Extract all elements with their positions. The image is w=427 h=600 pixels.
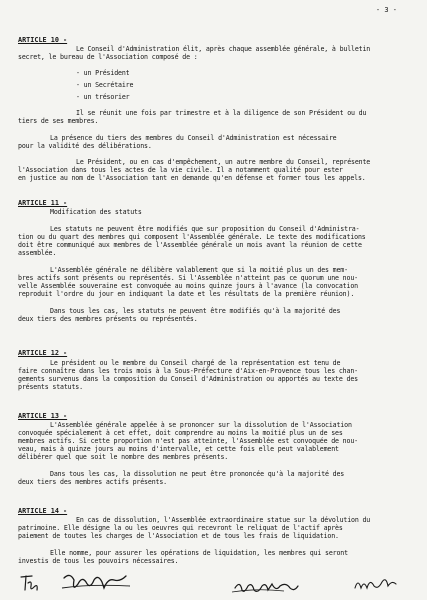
signature-2 xyxy=(60,570,132,600)
article-11-line: doit être communiqué aux membres de l'Assemblée générale un mois avant la réunion de cette xyxy=(18,241,362,249)
article-13-heading: ARTICLE 13 - xyxy=(18,412,68,420)
article-12-line: présents statuts. xyxy=(18,383,83,391)
article-10-line: tiers de ses membres. xyxy=(18,117,99,125)
article-10-line: - un Secrétaire xyxy=(76,81,134,89)
article-10-line: en justice au nom de l'Association tant en demande qu'en défense et former tous les appels. xyxy=(18,174,366,182)
article-14-line: investis de tous les pouvoirs nécessaires. xyxy=(18,557,179,565)
article-12-line: faire connaître dans les trois mois à la Sous-Préfecture d'Aix-en-Provence tous les chan- xyxy=(18,367,358,375)
article-11-line: reproduit l'ordre du jour en indiquant la date et les résultats de la première réunion). xyxy=(18,290,355,298)
article-11-line: bres actifs sont présents ou représentés. Si l'Assemblée n'atteint pas ce quorum une nou- xyxy=(18,274,358,282)
article-12-line: gements survenus dans la composition du Conseil d'Administration ou apportés au texte des xyxy=(18,375,358,383)
signature-3 xyxy=(232,578,302,600)
article-14-line: Elle nomme, pour assurer les opérations de liquidation, les membres qui seront xyxy=(50,549,348,557)
article-14-line: En cas de dissolution, l'Assemblée extraordinaire statue sur la dévolution du xyxy=(76,516,371,524)
article-11-heading: ARTICLE 11 - xyxy=(18,199,68,207)
article-13-line: deux tiers des membres actifs présents. xyxy=(18,478,167,486)
page-number: - 3 - xyxy=(375,6,397,14)
article-13-line: veau, mais à quinze jours au moins d'intervalle, et cette fois elle peut valablement xyxy=(18,445,339,453)
article-13-line: Dans tous les cas, la dissolution ne peut être prononcée qu'à la majorité des xyxy=(50,470,345,478)
article-11-line: Les statuts ne peuvent être modifiés que sur proposition du Conseil d'Administra- xyxy=(50,225,360,233)
article-11-subtitle: Modification des statuts xyxy=(50,208,142,216)
article-10-line: secret, le bureau de l'Association composé de : xyxy=(18,53,198,61)
article-10-line: - un Président xyxy=(76,69,130,77)
article-10-line: Il se réunit une fois par trimestre et à la diligence de son Président ou du xyxy=(76,109,367,117)
article-12-heading: ARTICLE 12 - xyxy=(18,349,68,357)
article-13-line: membres actifs. Si cette proportion n'est pas atteinte, l'Assemblée est convoquée de nou- xyxy=(18,437,358,445)
article-12-line: Le président ou le membre du Conseil chargé de la représentation est tenu de xyxy=(50,359,341,367)
signature-4 xyxy=(352,574,398,598)
article-10-line: - un trésorier xyxy=(76,93,130,101)
article-11-line: deux tiers des membres présents ou représentés. xyxy=(18,315,198,323)
article-14-heading: ARTICLE 14 - xyxy=(18,507,68,515)
article-10-line: Le Président, ou en cas d'empêchement, un autre membre du Conseil, représente xyxy=(76,158,371,166)
article-11-line: L'Assemblée générale ne délibère valablement que si la moitié plus un des mem- xyxy=(50,266,348,274)
article-11-line: assemblée. xyxy=(18,249,57,257)
article-13-line: L'Assemblée générale appelée à se prononcer sur la dissolution de l'Association xyxy=(50,421,352,429)
article-11-line: Dans tous les cas, les statuts ne peuvent être modifiés qu'à la majorité des xyxy=(50,307,341,315)
article-10-line: pour la validité des délibérations. xyxy=(18,142,152,150)
article-13-line: convoquée spécialement à cet effet, doit comprendre au moins la moitié plus un de ses xyxy=(18,429,343,437)
article-10-line: Le Conseil d'Administration élit, après chaque assemblée générale, à bulletin xyxy=(76,45,371,53)
article-11-line: tion ou du quart des membres qui composent l'Assemblée générale. Le texte des modifications xyxy=(18,233,366,241)
article-10-line: La présence du tiers des membres du Conseil d'Administration est nécessaire xyxy=(50,134,337,142)
article-14-line: paiement de toutes les charges de l'Association et de tous les frais de liquidation. xyxy=(18,532,339,540)
article-14-line: patrimoine. Elle désigne la ou les oeuvres qui recevront le reliquat de l'actif après xyxy=(18,524,343,532)
signature-1 xyxy=(18,572,42,598)
article-13-line: délibérer quel que soit le nombre des membres présents. xyxy=(18,453,229,461)
article-11-line: velle Assemblée souveraine est convoquée au moins quinze jours à l'avance (la convocation xyxy=(18,282,358,290)
article-10-line: l'Association dans tous les actes de la vie civile. Il a notamment qualité pour ester xyxy=(18,166,343,174)
article-10-heading: ARTICLE 10 - xyxy=(18,36,68,44)
